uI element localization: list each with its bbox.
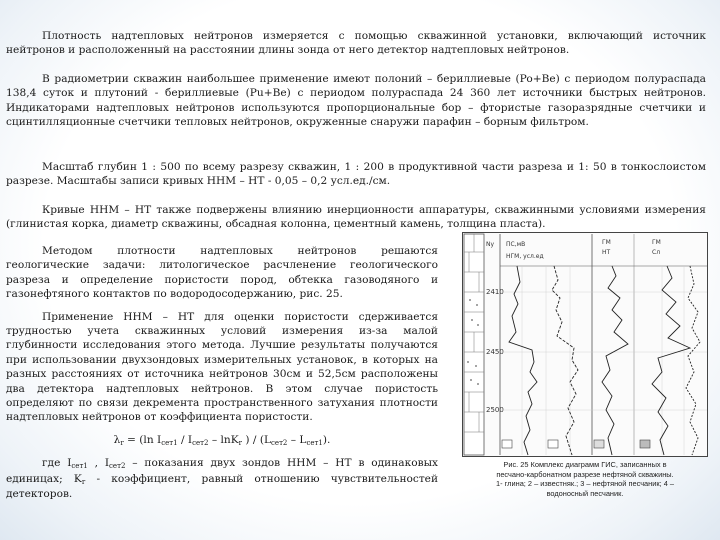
caption-line-4: водоносный песчаник. — [546, 488, 624, 498]
depth-label-3: 2500 — [486, 406, 504, 414]
paragraph-measurement: Плотность надтепловых нейтронов измеряется с помощью скважинной установки, включающий источник нейтронов и расположенный на расстоянии длины зонда от него детектор надтепловых нейтронов. — [6, 30, 706, 57]
header-depth: Ny — [486, 241, 495, 248]
caption-line-3: 1- глина; 2 – известняк.; 3 – нефтяной песчаник; 4 – — [496, 479, 674, 489]
figure-caption — [456, 460, 714, 499]
paragraph-method: Методом плотности надтепловых нейтронов решаются геологические задачи: литологическое расчленение геологического разреза и определение пористости пород, обтекка газоводяного и газонефтяного контактов по водородосодержанию, рис. 25. — [6, 245, 438, 301]
document-page — [6, 0, 706, 540]
paragraph-radiometry: В радиометрии скважин наибольшее применение имеют полоний – бериллиевые (Po+Be) с периодом полураспада 138,4 суток и плутоний - бериллиевые (Pu+Be) с периодом полураспада 24 360 лет источники быстрых нейтронов. Индикаторами надтепловых нейтронов используются пропорциональные бор – фтористые газоразрядные счетчики и сцинтилляционные счетчики тепловых нейтронов, окруженные снаружи парафин – борным фильтром. — [6, 73, 706, 129]
figure-25 — [456, 232, 714, 502]
paragraph-scale: Масштаб глубин 1 : 500 по всему разрезу скважин, 1 : 200 в продуктивной части разреза и 1: 50 в тонкослоистом разрезе. Масштабы записи кривых ННМ – НТ - 0,05 – 0,2 усл.ед./см. — [6, 161, 706, 188]
paragraph-definitions: где $I_{сет1}$ , $I_{сет2}$ – показания двух зондов ННМ – НТ в одинаковых единицах; $K_r$ - коэффициент, равный отношению чувствительностей детекторов. — [6, 457, 439, 501]
paragraph-curves: Кривые ННМ – НТ также подвержены влиянию инерционности аппаратуры, скважинными условиями измерения (глинистая корка, диаметр скважины, обсадная колонна, цементный камень, толщина пласта). — [6, 204, 706, 231]
header-ngm: НГМ, усл.ед — [506, 253, 544, 260]
caption-line-2: песчано-карбонатном разрезе нефтяной скважины. — [496, 469, 674, 479]
depth-label-1: 2410 — [486, 288, 504, 296]
header-nt: НТ — [602, 249, 611, 256]
header-gm: ГМ — [602, 239, 611, 246]
caption-line-1: Рис. 25 Комплекс диаграмм ГИС, записанных в — [503, 460, 667, 469]
left-column — [6, 244, 438, 510]
depth-label-2: 2450 — [486, 348, 504, 356]
decrement-formula: $\lambda_r = (\ln$ $I_{сет1} / I_{сет2} - \ln K_r$ ) / $(L_{сет2} - L_{сет1})$. — [113, 433, 331, 447]
well-log-diagram — [462, 232, 708, 457]
header-sl: Сл — [652, 249, 661, 256]
paragraph-porosity: Применение ННМ – НТ для оценки пористости сдерживается трудностью учета скважинных условий измерения из-за малой глубинности исследования этого метода. Лучшие результаты получаются при использовании двухзондовых измерительных установок, в которых на разных расстояниях от источника нейтронов 30см и 52,5см расположены два детектора надтепловых нейтронов. В этом случае пористость определяют по связи декремента пространственного затухания плотности надтепловых нейтронов от коэффициента пористости. — [6, 310, 438, 424]
header-sp: ПС,мВ — [506, 241, 526, 248]
header-gm-2: ГМ — [652, 239, 661, 246]
